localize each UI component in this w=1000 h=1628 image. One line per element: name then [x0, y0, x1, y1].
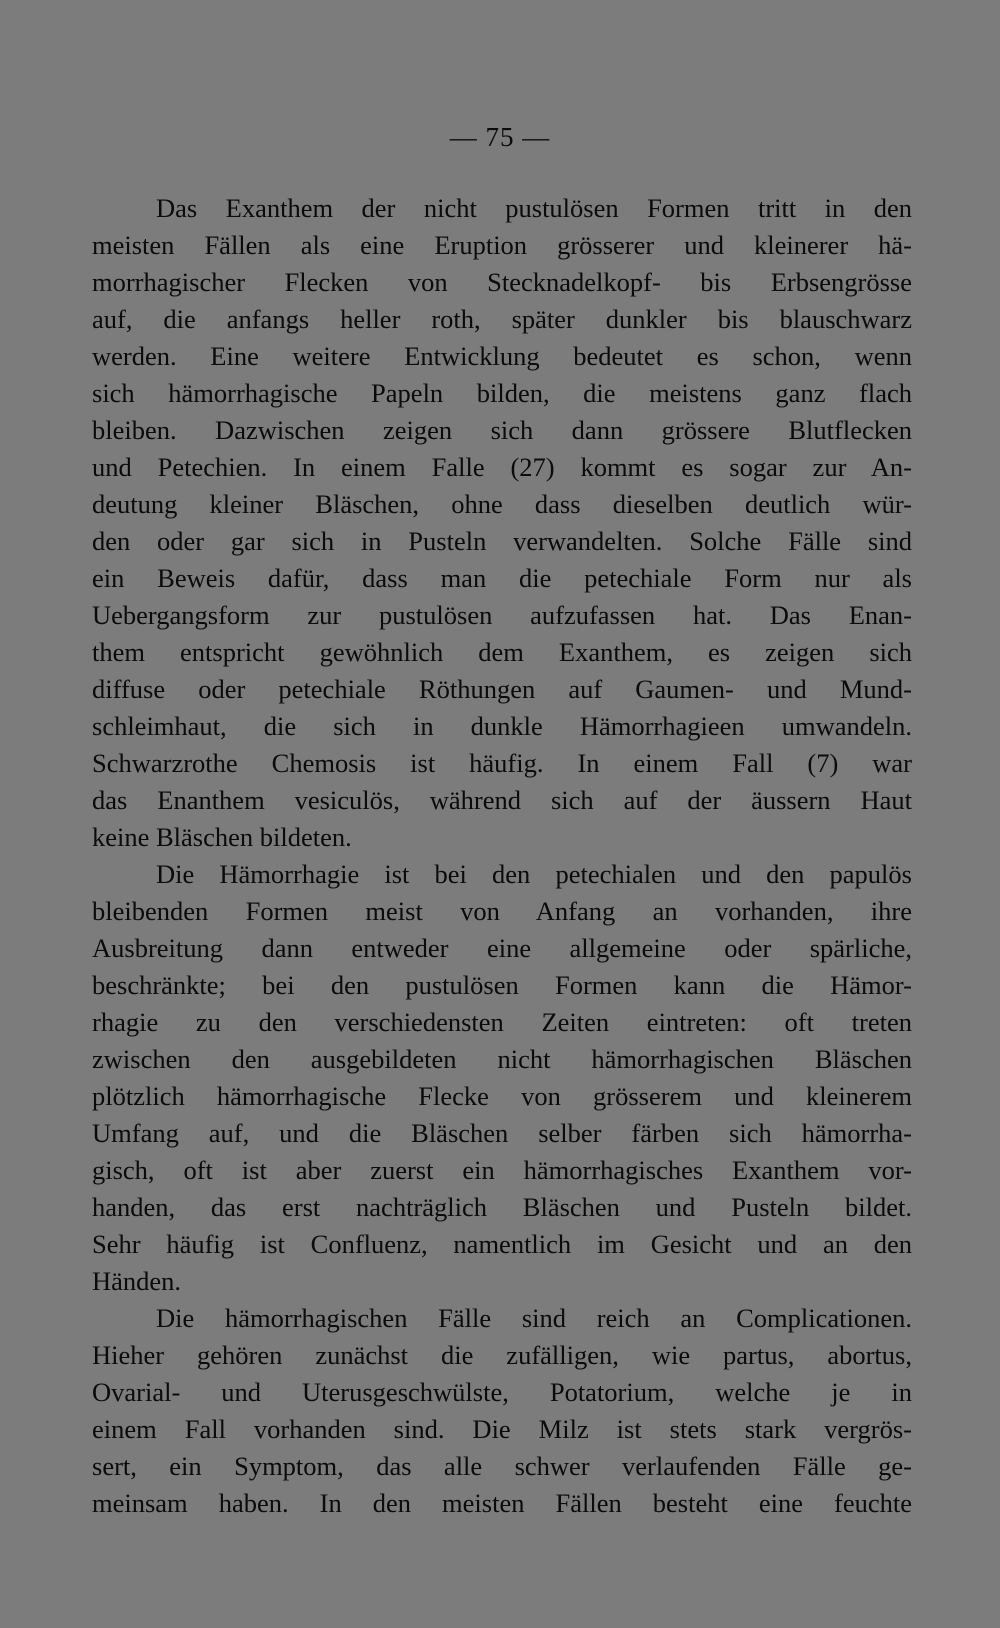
paragraph [92, 190, 912, 856]
text-line: auf, die anfangs heller roth, später dunkler bis blauschwarz [92, 304, 912, 334]
text-line: plötzlich hämorrhagische Flecke von grösserem und kleinerem [92, 1081, 912, 1111]
text-line: keine Bläschen bildeten. [92, 822, 352, 852]
text-line: den oder gar sich in Pusteln verwandelten. Solche Fälle sind [92, 526, 912, 556]
text-line: werden. Eine weitere Entwicklung bedeutet es schon, wenn [92, 341, 912, 371]
text-line: Uebergangsform zur pustulösen aufzufassen hat. Das Enan- [92, 600, 912, 630]
text-line: Sehr häufig ist Confluenz, namentlich im Gesicht und an den [92, 1229, 912, 1259]
body-text [92, 190, 912, 1522]
page-number: — 75 — [449, 122, 551, 152]
text-line: und Petechien. In einem Falle (27) kommt es sogar zur An- [92, 452, 912, 482]
text-line: bleibenden Formen meist von Anfang an vorhanden, ihre [92, 896, 912, 926]
text-line: gisch, oft ist aber zuerst ein hämorrhagisches Exanthem vor- [92, 1155, 912, 1185]
text-line: Die hämorrhagischen Fälle sind reich an Complicationen. [156, 1303, 912, 1333]
text-line: them entspricht gewöhnlich dem Exanthem, es zeigen sich [92, 637, 912, 667]
text-line: diffuse oder petechiale Röthungen auf Gaumen- und Mund- [92, 674, 912, 704]
text-line: zwischen den ausgebildeten nicht hämorrhagischen Bläschen [92, 1044, 912, 1074]
text-line: deutung kleiner Bläschen, ohne dass dieselben deutlich wür- [92, 489, 912, 519]
text-line: meisten Fällen als eine Eruption grösserer und kleinerer hä- [92, 230, 912, 260]
paragraph [92, 1300, 912, 1522]
text-line: morrhagischer Flecken von Stecknadelkopf- bis Erbsengrösse [92, 267, 912, 297]
text-line: Hieher gehören zunächst die zufälligen, wie partus, abortus, [92, 1340, 912, 1370]
paragraph [92, 856, 912, 1300]
text-line: Händen. [92, 1266, 182, 1296]
text-line: Die Hämorrhagie ist bei den petechialen und den papulös [156, 859, 912, 889]
text-line: das Enanthem vesiculös, während sich auf der äussern Haut [92, 785, 912, 815]
text-line: einem Fall vorhanden sind. Die Milz ist stets stark vergrös- [92, 1414, 912, 1444]
text-line: beschränkte; bei den pustulösen Formen kann die Hämor- [92, 970, 912, 1000]
text-line: Das Exanthem der nicht pustulösen Formen tritt in den [156, 193, 912, 223]
text-line: Ovarial- und Uterusgeschwülste, Potatorium, welche je in [92, 1377, 912, 1407]
text-line: Ausbreitung dann entweder eine allgemeine oder spärliche, [92, 933, 912, 963]
text-line: handen, das erst nachträglich Bläschen und Pusteln bildet. [92, 1192, 912, 1222]
text-line: sert, ein Symptom, das alle schwer verlaufenden Fälle ge- [92, 1451, 912, 1481]
text-line: sich hämorrhagische Papeln bilden, die meistens ganz flach [92, 378, 912, 408]
text-line: schleimhaut, die sich in dunkle Hämorrhagieen umwandeln. [92, 711, 912, 741]
text-line: bleiben. Dazwischen zeigen sich dann grössere Blutflecken [92, 415, 912, 445]
text-line: rhagie zu den verschiedensten Zeiten eintreten: oft treten [92, 1007, 912, 1037]
text-line: Schwarzrothe Chemosis ist häufig. In einem Fall (7) war [92, 748, 912, 778]
text-line: Umfang auf, und die Bläschen selber färben sich hämorrha- [92, 1118, 912, 1148]
text-line: meinsam haben. In den meisten Fällen besteht eine feuchte [92, 1488, 912, 1518]
text-line: ein Beweis dafür, dass man die petechiale Form nur als [92, 563, 912, 593]
